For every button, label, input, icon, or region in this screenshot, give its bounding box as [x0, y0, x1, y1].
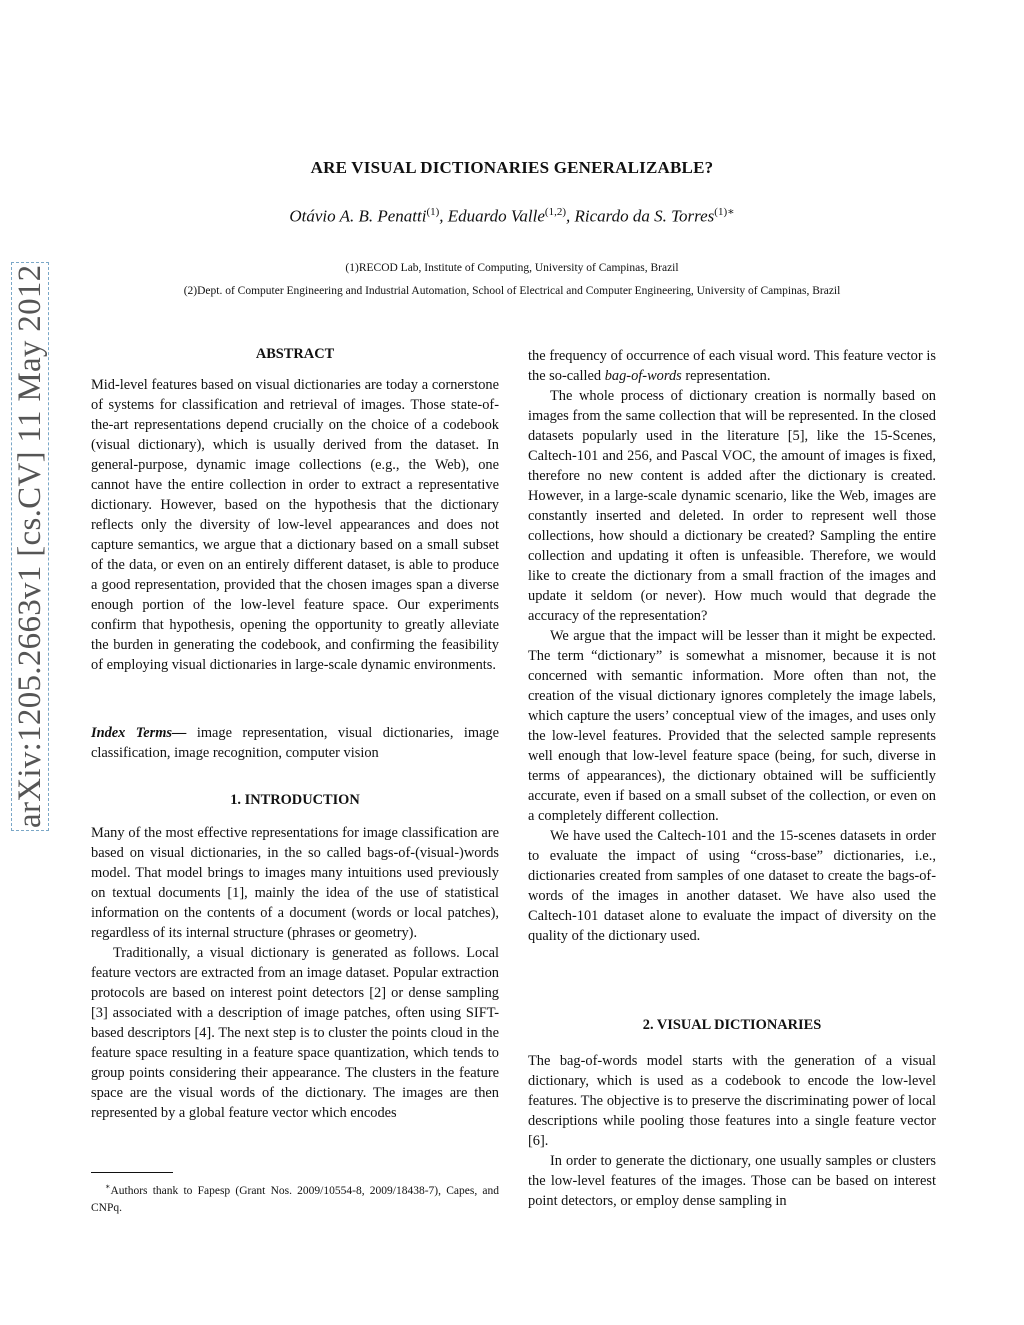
- affiliation: (1)RECOD Lab, Institute of Computing, University of Campinas, Brazil: [345, 262, 679, 274]
- intro-body: [91, 823, 499, 1123]
- paragraph: Traditionally, a visual dictionary is generated as follows. Local feature vectors are extracted from an image dataset. Popular extraction protocols are based on interest point detectors [2] or dense sampling [3] associated with a description of image patches, often using SIFT-based descriptors [4]. The next step is to cluster the points cloud in the feature space resulting in a feature space quantization, which tends to group points considering their appearance. The clusters in the feature space are the visual words of the dictionary. The images are then represented by a global feature vector which encodes: [91, 945, 499, 1121]
- paragraph: [528, 346, 936, 386]
- author-affil-mark: (1): [426, 206, 440, 218]
- paragraph: In order to generate the dictionary, one usually samples or clusters the low-level features of the images. Those can be based on interest point detectors, or employ dense sampling in: [528, 1153, 936, 1209]
- arxiv-stamp: [10, 264, 50, 831]
- paragraph: Many of the most effective representations for image classification are based on visual dictionaries, in the so called bags-of-(visual-)words model. That model brings to images many intuitions used previously on textual documents [1], mainly the idea of the use of statistical information on the contents of a document (words or local patches), regardless of its internal structure (phrases or geometry).: [91, 825, 499, 941]
- arxiv-stamp-text: arXiv:1205.2663v1 [cs.CV] 11 May 2012: [11, 262, 49, 831]
- footnote-mark: ∗: [105, 1182, 111, 1191]
- author-list: Otávio A. B. Penatti$^{(1)}$, Eduardo Valle$^{(1,2)}$, Ricardo da S. Torres$^{(1)∗}$: [289, 206, 735, 226]
- paragraph: We have used the Caltech-101 and the 15-scenes datasets in order to evaluate the impact of using “cross-base” dictionaries, i.e., dictionaries created from samples of one dataset to create the bags-of-words of the images in another dataset. We have also used the Caltech-101 dataset alone to evaluate the impact of diversity on the quality of the dictionary used.: [528, 828, 936, 944]
- intro-heading: 1. INTRODUCTION: [230, 792, 360, 808]
- paragraph: We argue that the impact will be lesser than it might be expected. The term “dictionary” is somewhat a misnomer, because it is not concerned with semantic information. More often than not, the creation of the visual dictionary ignores completely the image labels, which capture the users’ conceptual view of the images, and uses only the low-level features. Provided that the selected sample represents well enough that low-level feature space (being, for such, diverse in terms of appearances), the dictionary obtained will be sufficiently accurate, even if based on a small subset of the collection, or even on a completely different collection.: [528, 628, 936, 824]
- visual-dictionaries-body: [528, 1051, 936, 1211]
- paper-title: ARE VISUAL DICTIONARIES GENERALIZABLE?: [310, 158, 714, 177]
- right-column-body: [528, 346, 936, 946]
- footnote: [91, 1178, 499, 1217]
- emphasis: bag-of-words: [604, 368, 682, 384]
- index-terms-text: image representation, visual dictionaries, image classification, image recognition, computer vision: [91, 725, 499, 761]
- abstract-body: [91, 375, 499, 675]
- abstract-text: Mid-level features based on visual dictionaries are today a cornerstone of systems for classification and retrieval of images. Those state-of-the-art representations depend crucially on the choice of a codebook (visual dictionary), which is usually derived from the dataset. In general-purpose, dynamic image collections (e.g., the Web), one cannot have the entire collection in order to extract a representative dictionary. However, based on the hypothesis that the dictionary reflects only the diversity of low-level appearances and does not capture semantics, we argue that a dictionary based on a small subset of the data, or even on an entirely different dataset, is able to produce a good representation, provided that the chosen images span a diverse enough portion of the low-level feature space. Our experiments confirm that hypothesis, opening the opportunity to greatly alleviate the burden in generating the codebook, and confirming the feasibility of employing visual dictionaries in large-scale dynamic environments.: [91, 377, 499, 673]
- index-terms-label: Index Terms—: [91, 725, 187, 741]
- author-name: Otávio A. B. Penatti: [289, 206, 427, 226]
- index-terms: [91, 723, 499, 763]
- abstract-heading: ABSTRACT: [255, 346, 335, 362]
- paragraph-part: representation.: [681, 368, 771, 384]
- author-affil-mark: (1,2): [544, 206, 566, 218]
- paragraph: The whole process of dictionary creation is normally based on images from the same collection that will be represented. In the closed datasets popularly used in the literature [5], like the 15-Scenes, Caltech-101 and 256, and Pascal VOC, the amount of images is fixed, therefore no new content is added after the dictionary is created. However, in a large-scale dynamic scenario, like the Web, images are constantly inserted and deleted. In order to represent well those collections, how should a dictionary be created? Sampling the entire collection and updating it often is unfeasible. Therefore, we would like to create the dictionary from a small fraction of the images and update it seldom (or never). How much would that degrade the accuracy of the representation?: [528, 388, 936, 624]
- section-heading: 2. VISUAL DICTIONARIES: [642, 1017, 822, 1033]
- paragraph: The bag-of-words model starts with the generation of a visual dictionary, which is used as a codebook to encode the low-level features. The objective is to preserve the discriminating power of local descriptions while pooling those features into a single feature vector [6].: [528, 1053, 936, 1149]
- footnote-text: Authors thank to Fapesp (Grant Nos. 2009/10554-8, 2009/18438-7), Capes, and CNPq.: [91, 1184, 499, 1214]
- affiliation: (2)Dept. of Computer Engineering and Industrial Automation, School of Electrical and Computer Engineering, University of Campinas, Brazil: [183, 285, 841, 297]
- author-name: Ricardo da S. Torres: [574, 206, 715, 226]
- footnote-rule: [91, 1172, 173, 1173]
- author-name: Eduardo Valle: [447, 206, 545, 226]
- author-affil-mark: (1)∗: [714, 206, 735, 218]
- paragraph-part: the frequency of occurrence of each visual word. This feature vector is the so-called: [528, 348, 936, 384]
